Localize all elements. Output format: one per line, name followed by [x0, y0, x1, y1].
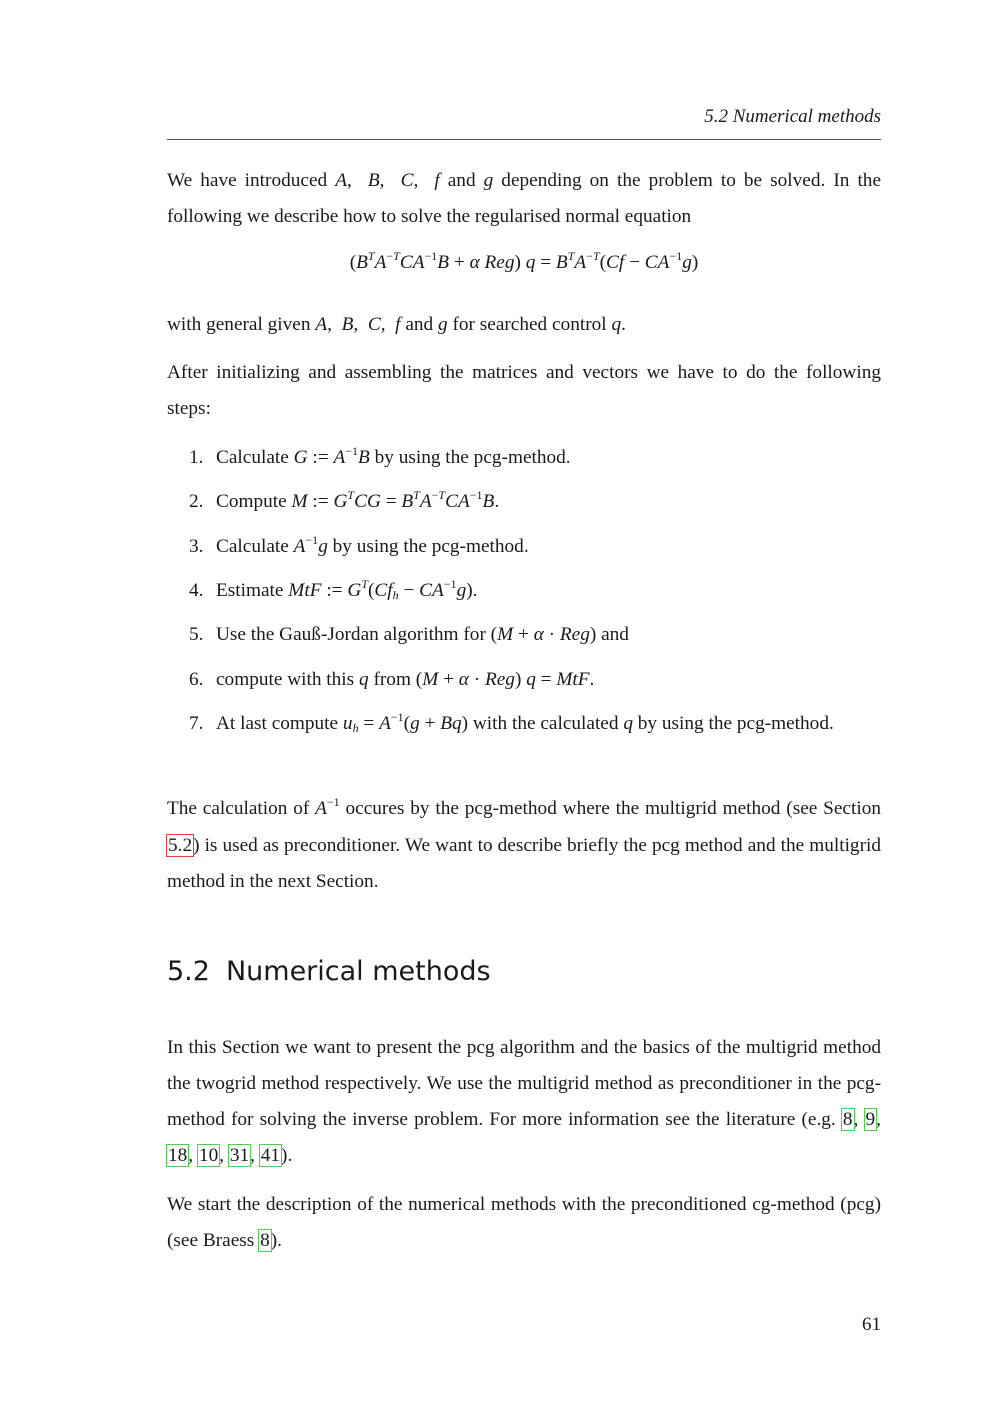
section-heading: 5.2 Numerical methods — [167, 956, 491, 987]
citation-link[interactable]: 8 — [260, 1230, 270, 1251]
citation-link[interactable]: 10 — [198, 1145, 219, 1166]
paragraph-calculation: The calculation of $A^{-1}$ occures by the pcg-method where the multigrid method (see Section 5.2) is used as preconditioner. We want to describe briefly the pcg method and the multigrid method in the next Section. — [167, 795, 881, 892]
list-item-step-2: 2. Compute M := $G^TCG = B^TA^{-T}CA^{-1}B$. — [189, 488, 500, 512]
citation-link[interactable]: 9 — [865, 1109, 876, 1130]
list-item-step-3: 3. Calculate $A^{-1}g$ by using the pcg-method. — [189, 533, 529, 557]
citation-link[interactable]: 31 — [229, 1145, 250, 1166]
page-number: 61 — [862, 1314, 881, 1335]
citation-link[interactable]: 8 — [842, 1109, 853, 1130]
section-ref-link[interactable]: 5.2 — [168, 835, 193, 856]
paragraph-steps-intro: After initializing and assembling the matrices and vectors we have to do the following steps: — [167, 362, 881, 419]
list-item-step-5: 5. Use the Gauß-Jordan algorithm for (M + α · Reg) and — [189, 624, 629, 645]
paragraph-general-given: with general given A, B, C, f and g for searched control q. — [167, 314, 626, 335]
list-item-step-4: 4. Estimate MtF := $G^T(Cf_h - CA^{-1}g)$. — [189, 577, 478, 602]
paragraph-intro: We have introduced A, B, C, f and g depending on the problem to be solved. In the following we describe how to solve the regularised normal equation — [167, 170, 881, 227]
list-item-step-1: 1. Calculate G := $A^{-1}B$ by using the pcg-method. — [189, 444, 571, 468]
running-header: 5.2 Numerical methods — [704, 106, 881, 127]
normal-equation: ($B^TA^{-T}CA^{-1}B + \alpha$ Reg) $q = B^TA^{-T}(Cf - CA^{-1}g)$ — [349, 249, 699, 273]
list-item-step-7: 7. At last compute $u_h = A^{-1}(g + Bq)$ with the calculated q by using the pcg-method. — [189, 710, 834, 735]
citation-link[interactable]: 18 — [168, 1145, 188, 1166]
paragraph-pcg-start: We start the description of the numerical methods with the preconditioned cg-method (pcg) (see Braess 8). — [167, 1194, 881, 1251]
list-item-step-6: 6. compute with this q from (M + α · Reg) q = MtF. — [189, 669, 595, 690]
paragraph-section-intro: In this Section we want to present the pcg algorithm and the basics of the multigrid method the twogrid method respectively. We use the multigrid method as preconditioner in the pcg-method for solving the inverse problem. For more information see the literature (e.g. 8, 9, 18, 10, 31, 41). — [167, 1037, 881, 1166]
header-rule — [167, 139, 881, 140]
citation-link[interactable]: 41 — [260, 1145, 281, 1166]
